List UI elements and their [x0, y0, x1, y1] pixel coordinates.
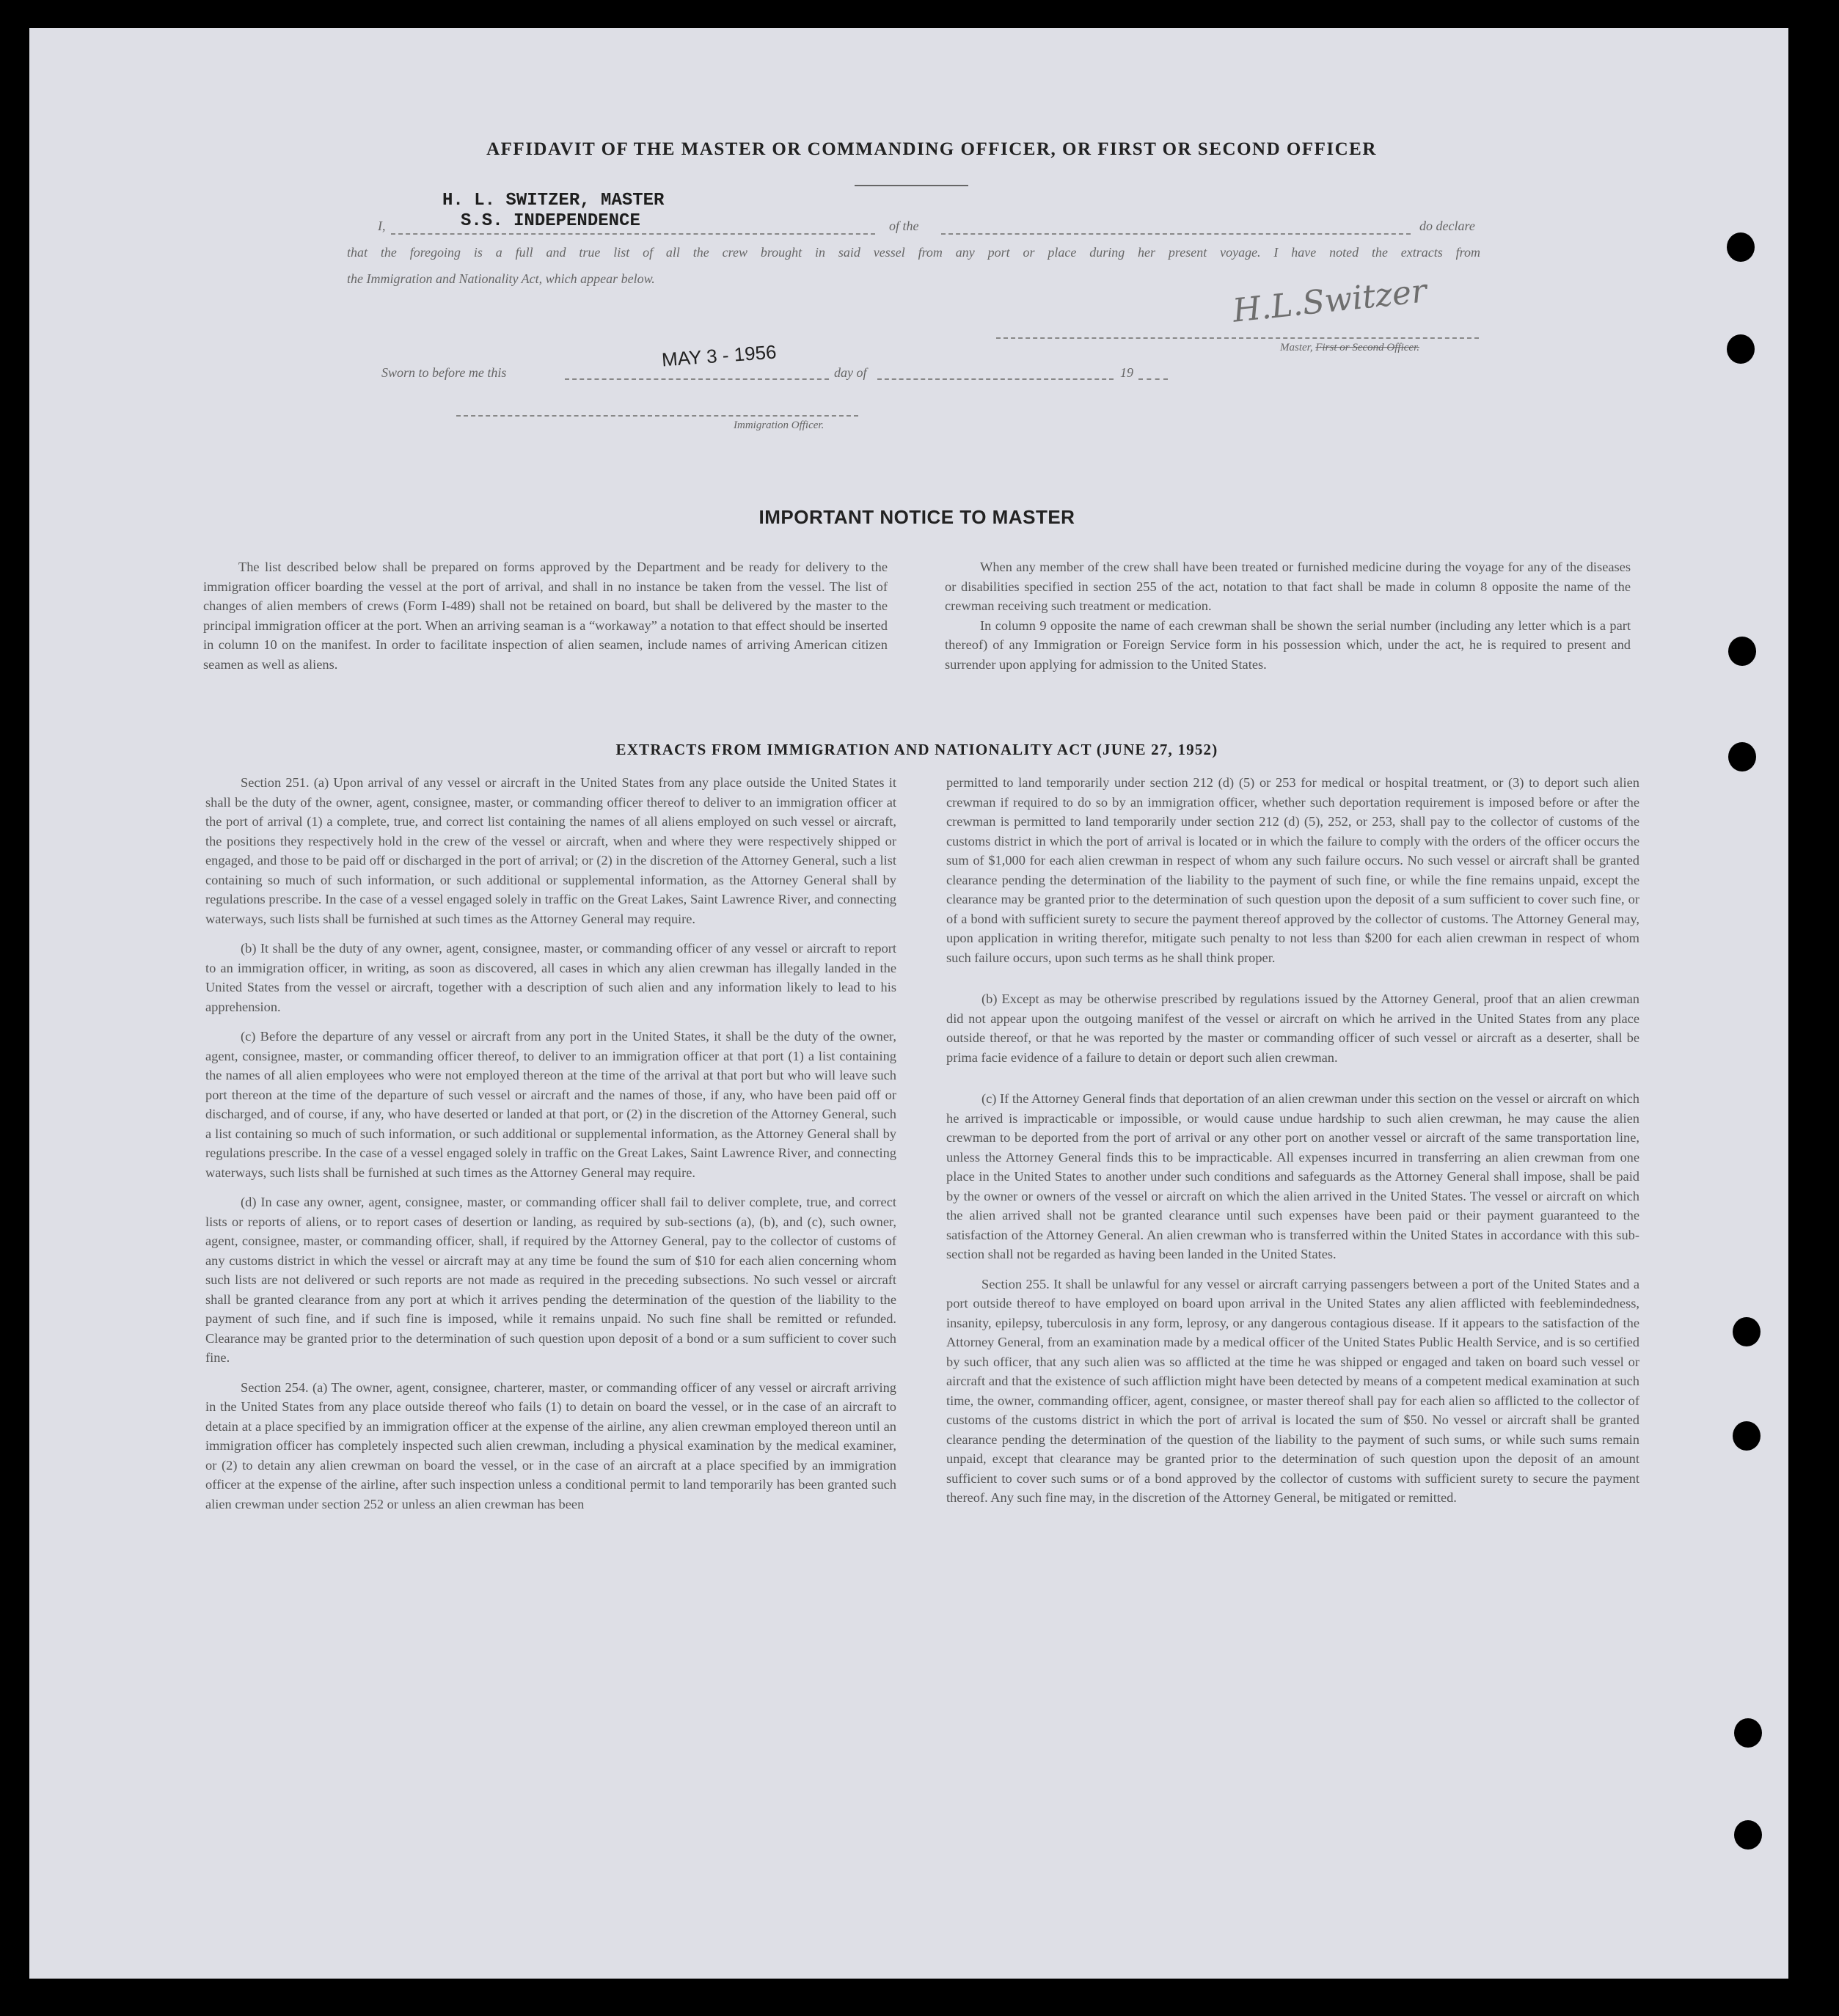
officer-line [456, 415, 858, 417]
binder-hole [1727, 334, 1755, 364]
binder-hole [1734, 1820, 1762, 1850]
section-251b: (b) It shall be the duty of any owner, agent, consignee, master, or commanding officer of any vessel or aircraft to report to an immigration officer, in writing, as soon as discovered, all cases in which any alien crewman has illegally landed in the United States from the vessel or aircraft, together with a description of such alien and any information likely to lead to his apprehension. [205, 941, 896, 1014]
binder-hole [1733, 1317, 1761, 1346]
section-251c: (c) Before the departure of any vessel or aircraft from any port in the United States, it shall be the duty of the owner, agent, consignee, master, or commanding officer thereof, to deliver to an immigration officer at that port (1) a list containing the names of all alien employees who were not employed thereon at the time of the arrival at that port but who will leave such port thereon at the time of the departure of such vessel or aircraft and the names of those, if any, who have been paid off or discharged, and of course, if any, who have deserted or landed at that port, or (2) in the discretion of the Attorney General, such a list containing so much of such information, or such additional or supplemental information, as the Attorney General shall by regulations prescribe. In the case of a vessel engaged solely in traffic on the Great Lakes, Saint Lawrence River, and connecting waterways, such lists shall be furnished at such times as the Attorney General may require. [205, 1029, 896, 1180]
sworn-label: Sworn to before me this [381, 365, 507, 380]
struck-officer-label: First or Second Officer. [1315, 342, 1419, 353]
binder-hole [1728, 637, 1756, 666]
vessel-line [941, 233, 1411, 235]
name-line [391, 233, 875, 235]
extracts-heading: EXTRACTS FROM IMMIGRATION AND NATIONALITY ACT (JUNE 27, 1952) [615, 741, 1218, 758]
notice-paragraph: The list described below shall be prepared on forms approved by the Department and be ready for delivery to the immigration officer boarding the vessel at the port of arrival, and shall in no instance be taken from the vessel. The list of changes of alien members of crews (Form I-489) shall not be retained on board, but shall be delivered by the master to the principal immigration officer at the port. When an arriving seaman is a “workaway” a notation to that effect should be inserted in column 10 on the manifest. In order to facilitate inspection of alien seamen, include names of arriving American citizen seamen as well as aliens. [203, 560, 888, 672]
signature-caption [1280, 342, 1419, 354]
section-255: Section 255. It shall be unlawful for any vessel or aircraft carrying passengers between a port of the United States and a port outside thereof to have employed on board upon arrival in the United States any alien afflicted with feeblemindedness, insanity, epilepsy, tuberculosis in any form, leprosy, or any dangerous contagious disease. If it appears to the satisfaction of the Attorney General, from an examination made by a medical officer of the United States Public Health Service, and is so certified by such officer, that any such alien was so afflicted at the time he was shipped or engaged and taken on board such vessel or aircraft and that the existence of such affliction might have been detected by means of a competent medical examination at such time, the owner, commanding officer, agent, consignee, or master thereof shall pay for each alien so afflicted to the collector of customs of the customs district in which the port of arrival is located the sum of $50. No vessel or aircraft shall be granted clearance pending the determination of the question of the liability to the payment of such sums, or while such sums remain unpaid, except that clearance may be granted prior to the determination of such question upon the deposit of an amount sufficient to cover such sums or of a bond approved by the collector of customs with sufficient surety to secure the payment thereof. Any such fine may, in the discretion of the Attorney General, be mitigated or remitted. [946, 1276, 1639, 1505]
declaration-line-2: the Immigration and Nationality Act, which appear below. [347, 271, 655, 286]
section-251a: Section 251. (a) Upon arrival of any vessel or aircraft in the United States from any place outside the United States it shall be the duty of the owner, agent, consignee, master, or commanding officer thereof to deliver to an immigration officer at the port of arrival (1) a complete, true, and correct list containing the names of all aliens employed on such vessel or aircraft, the positions they respectively hold in the crew of the vessel or aircraft, when and where they were respectively shipped or engaged, and those to be paid off or discharged in the port of arrival; or (2) in the discretion of the Attorney General, such a list containing so much of such information, or such additional or supplemental information, as the Attorney General shall by regulations prescribe. In the case of a vessel engaged solely in traffic on the Great Lakes, Saint Lawrence River, and connecting waterways, such lists shall be furnished at such times as the Attorney General may require. [205, 775, 896, 926]
month-line [877, 378, 1114, 380]
binder-hole [1734, 1718, 1762, 1748]
affidavit-title: AFFIDAVIT OF THE MASTER OR COMMANDING OFFICER, OR FIRST OR SECOND OFFICER [486, 139, 1377, 159]
sworn-day-line [565, 378, 829, 380]
section-254a: Section 254. (a) The owner, agent, consignee, charterer, master, or commanding officer of any vessel or aircraft arriving in the United States from any place outside thereof who fails (1) to detain on board the vessel, or in the case of an aircraft to detain at a place specified by an immigration officer at the expense of the airline, any alien crewman employed thereon until an immigration officer has completely inspected such alien crewman, including a physical examination by the medical examiner, or (2) to detain any alien crewman on board the vessel, or in the case of an aircraft at a place specified by an immigration officer at the expense of the airline, after such inspection unless a conditional permit to land temporarily has been granted such alien crewman under section 252 or unless an alien crewman has been [205, 1379, 896, 1511]
binder-hole [1733, 1421, 1761, 1451]
notice-paragraph: In column 9 opposite the name of each crewman shall be shown the serial number (including any letter which is a part thereof) of any Immigration or Foreign Service form in his possession which, under the act, he is required to present and surrender upon applying for admission to the United States. [945, 617, 1631, 672]
extracts-right-column [946, 773, 1639, 1508]
immigration-officer-label: Immigration Officer. [734, 419, 825, 431]
i-label: I, [378, 219, 386, 233]
notice-left-column [203, 557, 888, 674]
master-name: H. L. SWITZER, MASTER [442, 191, 665, 210]
binder-hole [1727, 232, 1755, 262]
section-254a-continued: permitted to land temporarily under section 212 (d) (5) or 253 for medical or hospital treatment, or (3) to deport such alien crewman if required to do so by an immigration officer, whether such deportation requirement is imposed before or after the crewman is permitted to land temporarily under section 212 (d) (5), 252, or 253, shall pay to the collector of customs of the customs district in which the port of arrival is located or in which the failure to comply with the orders of the officer occurs the sum of $1,000 for each alien crewman in respect of whom any such failure occurs. No such vessel or aircraft shall be granted clearance pending the determination of the liability to the payment of such fine, or while the fine remains unpaid, except the clearance may be granted prior to the determination of such question upon the deposit of a sum sufficient to cover such fine, or of a bond with sufficient surety to secure the payment thereof approved by the collector of customs. The Attorney General may, upon application in writing therefor, mitigate such penalty to not less than $200 for each alien crewman in respect of whom such failure occurs, upon such terms as he shall think proper. [946, 775, 1639, 965]
vessel-name: S.S. INDEPENDENCE [461, 211, 640, 231]
of-the-label: of the [889, 219, 919, 233]
title-rule [855, 185, 968, 186]
section-254c: (c) If the Attorney General finds that deportation of an alien crewman under this section on the vessel or aircraft on which he arrived is impracticable or impossible, or would cause undue hardship to such alien crewman, he may cause the alien crewman to be deported from the port of arrival or any other port on another vessel or aircraft of the same transportation line, unless the Attorney General finds this to be impracticable. All expenses incurred in transferring an alien crewman from one place in the United States to another under such conditions and safeguards as the Attorney General shall impose, shall be paid by the owner or owners of the vessel or aircraft on which the alien arrived in the United States. The vessel or aircraft on which the alien arrived shall not be granted clearance until such expenses have been paid or their payment guaranteed to the satisfaction of the Attorney General. An alien crewman who is transferred within the United States in accordance with this sub-section shall not be regarded as having been landed in the United States. [946, 1091, 1639, 1261]
notice-heading: IMPORTANT NOTICE TO MASTER [758, 506, 1075, 528]
master-label: Master, [1280, 342, 1313, 353]
date-stamp: MAY 3 - 1956 [661, 340, 778, 371]
signature-line [996, 337, 1479, 339]
notice-right-column [945, 557, 1631, 674]
section-254b: (b) Except as may be otherwise prescribed by regulations issued by the Attorney General, proof that an alien crewman did not appear upon the outgoing manifest of the vessel or aircraft on which he arrived in the United States from any place outside thereof, or that he was reported by the master or commanding officer of such vessel or aircraft as a deserter, shall be prima facie evidence of a failure to detain or deport such alien crewman. [946, 991, 1639, 1065]
day-of-label: day of [834, 365, 867, 380]
binder-hole [1728, 742, 1756, 771]
notice-paragraph: When any member of the crew shall have been treated or furnished medicine during the voyage for any of the diseases or disabilities specified in section 255 of the act, notation to that fact shall be made in column 8 opposite the name of the crewman receiving such treatment or medication. [945, 560, 1631, 613]
year-label: 19 [1120, 365, 1133, 380]
year-line [1138, 378, 1168, 380]
do-declare-label: do declare [1419, 219, 1475, 233]
master-signature: H.L.Switzer [1231, 272, 1429, 330]
extracts-left-column [205, 773, 896, 1514]
section-251d: (d) In case any owner, agent, consignee, master, or commanding officer shall fail to deliver complete, true, and correct lists or reports of aliens, or to report cases of desertion or landing, as required by sub-sections (a), (b), and (c), such owner, agent, consignee, master, or commanding officer, shall, if required by the Attorney General, pay to the collector of customs of any customs district in which the vessel or aircraft may at any time be found the sum of $10 for each alien concerning whom such lists are not delivered or such reports are not made as required in the preceding subsections. No such vessel or aircraft shall be granted clearance from any port at which it arrives pending the determination of the question of the liability to the payment of such fine, and if such fine is imposed, while it remains unpaid. No such fine shall be remitted or refunded. Clearance may be granted prior to the determination of such question upon deposit of a bond or a sum sufficient to cover such fine. [205, 1195, 896, 1365]
declaration-line-1: that the foregoing is a full and true list of all the crew brought in said vessel from any port or place during her present voyage. I have noted the extracts from [347, 245, 1480, 260]
